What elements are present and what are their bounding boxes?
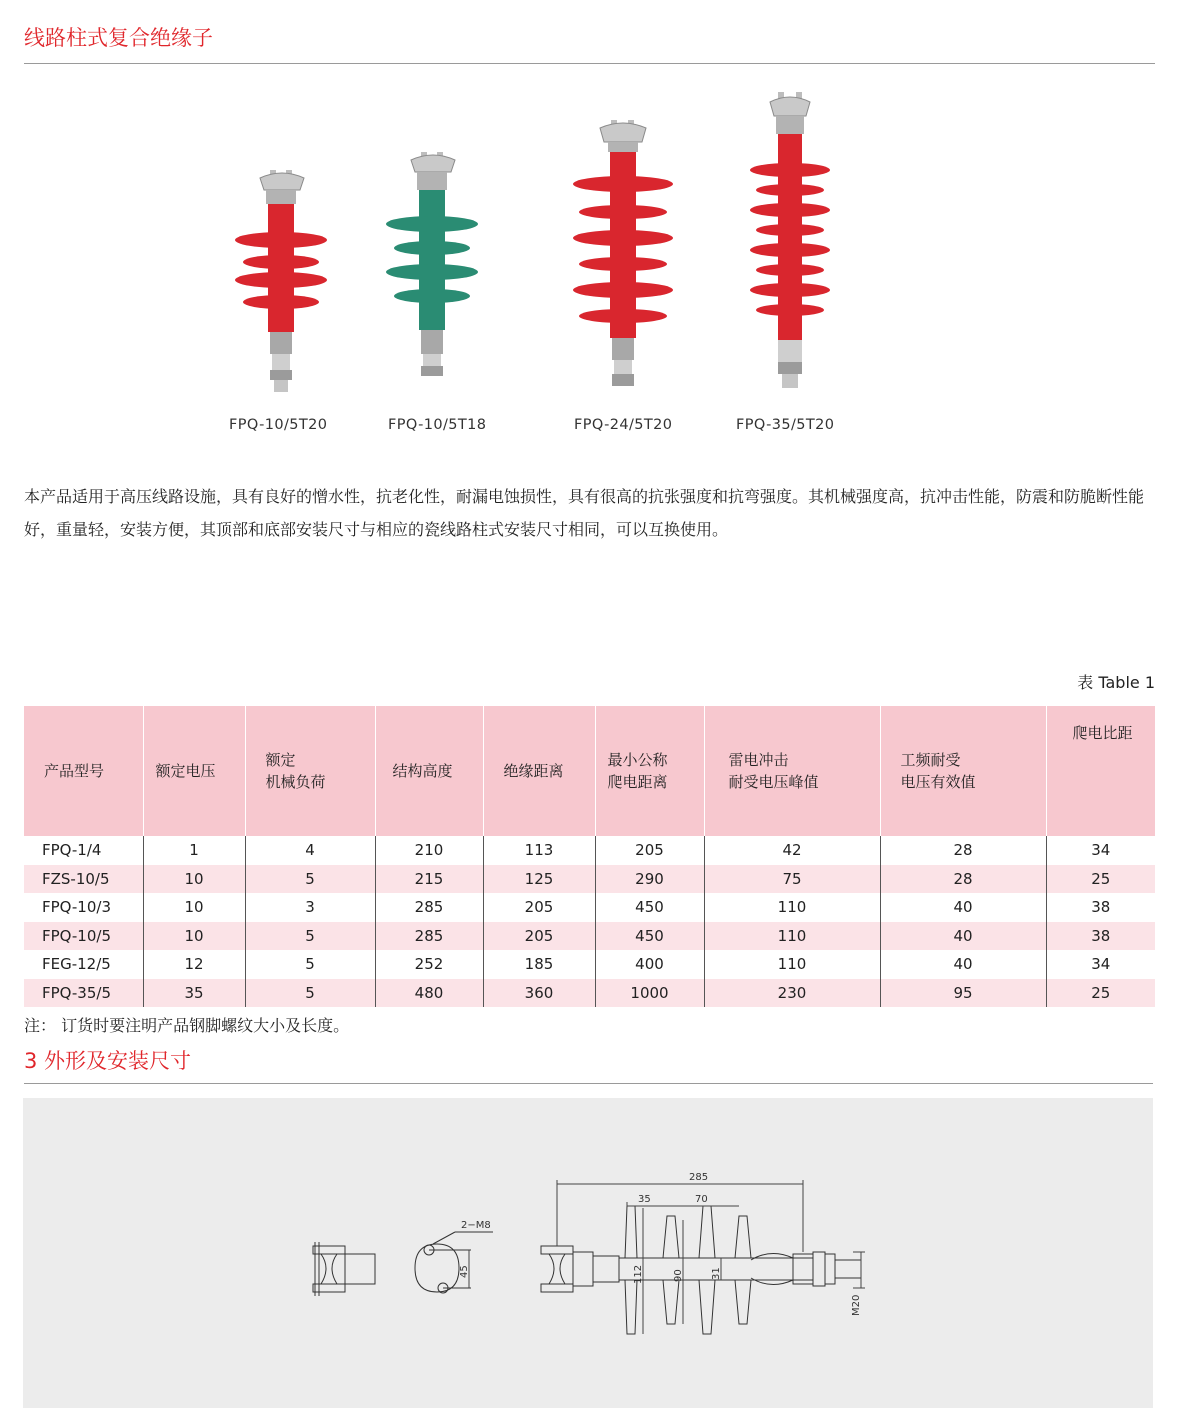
table-cell: 290 xyxy=(595,865,704,894)
dimension-drawing xyxy=(23,1098,1153,1408)
table-row xyxy=(24,979,1155,1008)
table-cell: 110 xyxy=(704,922,880,951)
header-line: 结构高度 xyxy=(392,762,453,780)
table-cell: 205 xyxy=(483,922,595,951)
table-row xyxy=(24,922,1155,951)
title-divider xyxy=(24,63,1155,64)
header-insulation-distance xyxy=(483,706,595,836)
table-cell: 40 xyxy=(880,950,1046,979)
table-label: 表 Table 1 xyxy=(1077,673,1155,692)
insulator-outline xyxy=(541,1206,861,1334)
table-cell: FPQ-1/4 xyxy=(42,841,102,860)
dim-shed-pitch-large: 70 xyxy=(695,1194,708,1205)
header-creepage xyxy=(595,706,704,836)
table-cell: 285 xyxy=(375,893,483,922)
table-cell: FEG-12/5 xyxy=(42,955,111,974)
table-cell: 210 xyxy=(375,836,483,865)
product-caption-3: FPQ-24/5T20 xyxy=(574,417,673,433)
header-height xyxy=(375,706,483,836)
table-cell: 4 xyxy=(245,836,375,865)
table-cell: 95 xyxy=(880,979,1046,1008)
header-line: 电压有效值 xyxy=(900,773,976,791)
table-cell: 125 xyxy=(483,865,595,894)
table-cell: 40 xyxy=(880,922,1046,951)
dim-shed-dia-small: 90 xyxy=(673,1269,684,1282)
product-caption-2: FPQ-10/5T18 xyxy=(388,417,487,433)
clamp-side-view xyxy=(313,1242,375,1296)
table-cell: 25 xyxy=(1046,979,1155,1008)
spec-table xyxy=(24,706,1155,1007)
technical-drawing-panel xyxy=(23,1098,1153,1408)
dim-shed-pitch-small: 35 xyxy=(638,1194,651,1205)
header-line: 绝缘距离 xyxy=(503,762,564,780)
table-cell: 42 xyxy=(704,836,880,865)
dimension-lines xyxy=(469,1180,865,1334)
table-cell: 205 xyxy=(483,893,595,922)
table-cell: 230 xyxy=(704,979,880,1008)
table-cell: 5 xyxy=(245,979,375,1008)
table-cell: 25 xyxy=(1046,865,1155,894)
table-cell: 110 xyxy=(704,893,880,922)
table-cell: 38 xyxy=(1046,893,1155,922)
page-title: 线路柱式复合绝缘子 xyxy=(24,26,213,50)
table-cell: 35 xyxy=(143,979,245,1008)
header-lightning xyxy=(704,706,880,836)
clamp-top-view xyxy=(415,1232,493,1293)
table-cell: 252 xyxy=(375,950,483,979)
table-cell: 1 xyxy=(143,836,245,865)
header-line: 额定 xyxy=(265,751,296,769)
dim-core-dia: 31 xyxy=(711,1267,722,1280)
header-specific-creepage xyxy=(1046,706,1155,836)
table-cell: 480 xyxy=(375,979,483,1008)
table-cell: 28 xyxy=(880,836,1046,865)
header-line: 耐受电压峰值 xyxy=(728,773,819,791)
table-cell: FPQ-35/5 xyxy=(24,979,143,1008)
product-photo-1 xyxy=(230,168,335,396)
dim-bolt-spec: 2−M8 xyxy=(461,1220,491,1231)
header-line: 最小公称 xyxy=(607,751,668,769)
table-cell: 450 xyxy=(595,893,704,922)
table-row xyxy=(24,950,1155,979)
header-line: 雷电冲击 xyxy=(728,751,789,769)
product-description: 本产品适用于高压线路设施，具有良好的憎水性，抗老化性，耐漏电蚀损性，具有很高的抗张强度和抗弯强度。其机械强度高，抗冲击性能，防震和防脆断性能好，重量轻，安装方便，其顶部和底部安装尺寸与相应的瓷线路柱式安装尺寸相同，可以互换使用。 xyxy=(24,487,1145,539)
table-row xyxy=(24,865,1155,894)
product-caption-4: FPQ-35/5T20 xyxy=(736,417,835,433)
table-cell: 215 xyxy=(375,865,483,894)
table-cell: 450 xyxy=(595,922,704,951)
table-row xyxy=(24,893,1155,922)
table-cell: FZS-10/5 xyxy=(24,865,143,894)
table-cell: 360 xyxy=(483,979,595,1008)
product-photo-4 xyxy=(748,90,834,395)
product-photo-2 xyxy=(383,150,483,385)
header-line: 额定电压 xyxy=(155,762,216,780)
product-caption-1: FPQ-10/5T20 xyxy=(229,417,328,433)
table-cell: 5 xyxy=(245,865,375,894)
order-note: 注： 订货时要注明产品钢脚螺纹大小及长度。 xyxy=(24,1016,350,1035)
dim-shed-dia-large: 112 xyxy=(633,1264,644,1284)
table-row xyxy=(24,836,1155,865)
table-cell: 12 xyxy=(143,950,245,979)
table-cell: 185 xyxy=(483,950,595,979)
header-line: 工频耐受 xyxy=(900,751,961,769)
table-cell: 75 xyxy=(704,865,880,894)
dim-hole-spacing: 45 xyxy=(459,1265,470,1278)
table-cell: 10 xyxy=(143,865,245,894)
header-rated-voltage xyxy=(143,706,245,836)
dim-thread: M20 xyxy=(851,1294,862,1316)
table-cell: 400 xyxy=(595,950,704,979)
header-line: 机械负荷 xyxy=(265,773,326,791)
table-header-row xyxy=(24,706,1155,836)
header-line: 产品型号 xyxy=(44,762,105,780)
table-cell: 10 xyxy=(143,893,245,922)
header-line: 爬电比距 xyxy=(1072,724,1133,742)
table-cell: 205 xyxy=(595,836,704,865)
header-model xyxy=(24,706,143,836)
table-cell: 110 xyxy=(704,950,880,979)
dim-overall: 285 xyxy=(689,1172,709,1183)
header-line: 爬电距离 xyxy=(607,773,668,791)
table-cell: 28 xyxy=(880,865,1046,894)
table-cell: 10 xyxy=(143,922,245,951)
table-cell: 34 xyxy=(1046,836,1155,865)
table-cell: 40 xyxy=(880,893,1046,922)
header-mech-load xyxy=(245,706,375,836)
table-cell: 5 xyxy=(245,922,375,951)
table-cell: 285 xyxy=(375,922,483,951)
table-cell: FPQ-10/5 xyxy=(24,922,143,951)
table-cell: 113 xyxy=(483,836,595,865)
table-cell: 5 xyxy=(245,950,375,979)
header-power-freq xyxy=(880,706,1046,836)
table-cell: 3 xyxy=(245,893,375,922)
section-divider xyxy=(24,1083,1153,1084)
product-photo-3 xyxy=(568,118,678,393)
table-cell: 34 xyxy=(1046,950,1155,979)
table-cell: 38 xyxy=(1046,922,1155,951)
section-title: 3 外形及安装尺寸 xyxy=(24,1049,192,1073)
table-cell: FPQ-10/3 xyxy=(42,898,111,917)
table-cell: 1000 xyxy=(595,979,704,1008)
